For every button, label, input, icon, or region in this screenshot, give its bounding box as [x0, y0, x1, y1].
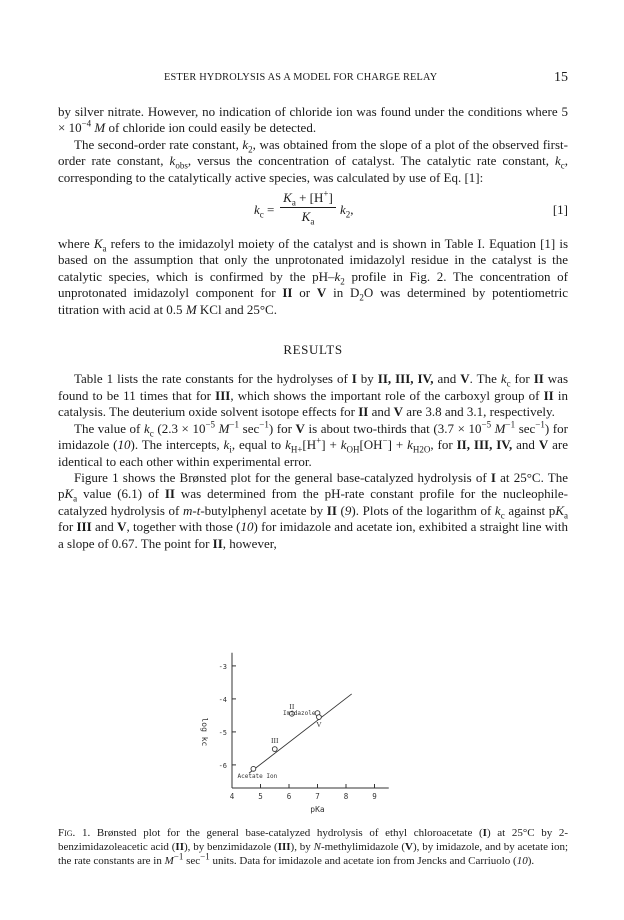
page-number: 15	[554, 70, 568, 85]
equation-1	[58, 188, 568, 232]
paragraph-1: by silver nitrate. However, no indication of chloride ion was found under the conditions where $5 \times 10^{-4}$ M of chloride ion could easily be detected.	[58, 104, 568, 136]
x-tick-label: 4	[229, 792, 235, 801]
running-head	[58, 72, 568, 88]
paragraph-3: where $K_a$ refers to the imidazolyl moiety of the catalyst and is shown in Table I. Equation [1] is based on the assumption that only the unprotonated imidazolyl residue in the catalyst is the catalytic species, which is confirmed by the $pH-k_2$ profile in Fig. 2. The concentration of unprotonated imidazolyl component for II or V in $D_2O$ was determined by potentiometric titration with acid at 0.5 M KCl and 25°C.	[58, 236, 569, 317]
point-label-acetate-ion: Acetate Ion	[237, 772, 278, 780]
x-axis-label: pKa	[310, 805, 325, 814]
point-label-v: V	[316, 720, 322, 730]
y-axis-label: log kc	[200, 717, 209, 747]
equation-number: [1]	[552, 202, 568, 218]
figure-label: Fig. 1.	[58, 827, 91, 839]
paragraph-5: The value of $k_c$ ($2.3 \times 10^{-5}$ $M^{-1}$ $\sec^{-1}$) for V is about two-thirds that ($3.7 \times 10^{-5}$ $M^{-1}$ $\sec^{-1}$) for imidazole (10). The intercepts, $k_i$, equal to $k_{H+}[H^+] + k_{OH}[OH^-] + k_{H2O}$, for II, III, IV, and V are identical to each other within experimental error.	[58, 419, 568, 469]
bronsted-plot	[170, 620, 450, 818]
data-point-v	[317, 715, 322, 720]
equation-lhs: $k_c$ =	[254, 202, 275, 220]
figure-caption: Fig. 1. Brønsted plot for the general base-catalyzed hydrolysis of ethyl chloroacetate (I) at 25°C by 2-benzimidazoleacetic acid (II), by benzimidazole (III), by N-methylimidazole (V), by imidazole, and by acetate ion; the rate constants are in $M^{-1}$ $\sec^{-1}$ units. Data for imidazole and acetate ion from Jencks and Carriuolo (10).	[58, 827, 568, 867]
x-tick-label: 8	[343, 792, 349, 801]
equation-rhs: $k_2$,	[340, 202, 354, 220]
equation-numerator: $K_a + [H^+]$	[280, 190, 336, 208]
results-heading: RESULTS	[283, 342, 343, 358]
data-point-iii	[272, 747, 277, 752]
point-label-iii: III	[271, 736, 279, 746]
data-point-acetate-ion	[251, 766, 256, 771]
x-tick-label: 9	[372, 792, 377, 801]
running-title: ESTER HYDROLYSIS AS A MODEL FOR CHARGE RELAY	[164, 72, 438, 83]
point-label-ii: II	[289, 701, 295, 711]
equation-denominator: $K_a$	[301, 209, 315, 228]
regression-line	[249, 694, 352, 773]
paragraph-2: The second-order rate constant, $k_2$, was obtained from the slope of a plot of the observed first-order rate constant, $k_{obs}$, versus the concentration of catalyst. The catalytic rate constant, $k_c$, corresponding to the catalytically active species, was calculated by use of Eq. [1]:	[58, 136, 569, 185]
y-tick-label: -6	[218, 761, 227, 770]
x-tick-label: 5	[258, 792, 263, 801]
paragraph-6: Figure 1 shows the Brønsted plot for the general base-catalyzed hydrolysis of I at 25°C. The $pK_a$ value (6.1) of II was determined from the pH-rate constant profile for the nucleophile-catalyzed hydrolysis of m-t-butylphenyl acetate by II (9). Plots of the logarithm of $k_c$ against $pK_a$ for III and V, together with those (10) for imidazole and acetate ion, exhibited a straight line with a slope of 0.67. The point for II, however,	[58, 469, 569, 551]
equation-fraction	[280, 190, 336, 226]
x-tick-label: 6	[286, 792, 292, 801]
figure-1	[170, 620, 450, 818]
paragraph-4: Table 1 lists the rate constants for the hydrolyses of I by II, III, IV, and V. The $k_c$ for II was found to be 11 times that for III, which shows the important role of the carboxyl group of II in catalysis. The deuterium oxide solvent isotope effects for II and V are 3.8 and 3.1, respectively.	[58, 371, 569, 420]
body-text	[58, 104, 568, 552]
x-tick-label: 7	[315, 792, 320, 801]
y-tick-label: -3	[218, 662, 227, 671]
y-tick-label: -4	[218, 695, 227, 704]
point-label-imidazole: Imidazole	[282, 710, 316, 718]
y-tick-label: -5	[218, 728, 227, 737]
